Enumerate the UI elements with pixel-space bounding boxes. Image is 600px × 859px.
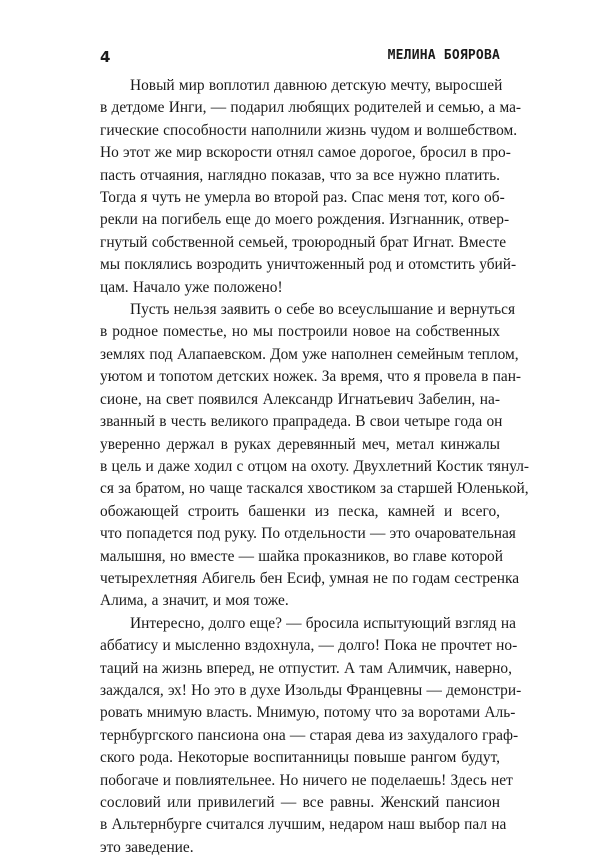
text-line: уверенно держал в руках деревянный меч, метал кинжалы — [100, 435, 500, 453]
text-line: малышня, но вместе — шайка проказников, во главе которой — [100, 547, 503, 565]
paragraph — [100, 75, 522, 299]
paragraph — [100, 613, 522, 859]
text-line: четырехлетняя Абигель бен Есиф, умная не по годам сестренка — [100, 569, 520, 587]
page-number: 4 — [100, 48, 111, 66]
text-line: это заведение. — [100, 838, 194, 856]
text-line: обожающей строить башенки из песка, камней и всего, — [100, 502, 500, 520]
text-line: Но этот же мир вскорости отнял самое дорогое, бросил в про- — [100, 144, 511, 162]
text-line: в родное поместье, но мы построили новое на собственных — [100, 323, 500, 341]
text-line: сионе, на свет появился Александр Игнатьевич Забелин, на- — [100, 390, 500, 408]
text-line: ского рода. Некоторые воспитанницы повыше рангом будут, — [100, 749, 500, 767]
text-line: в цель и даже ходил с отцом на охоту. Двухлетний Костик тянул- — [100, 457, 530, 475]
text-line: Интересно, долго еще? — бросила испытующий взгляд на — [130, 614, 516, 632]
text-line: Тогда я чуть не умерла во второй раз. Спас меня тот, кого об- — [100, 189, 505, 207]
text-line: рекли на погибель еще до моего рождения. Изгнанник, отвер- — [100, 211, 510, 229]
text-line: заждался, эх! Но это в духе Изольды Францевны — демонстри- — [100, 681, 522, 699]
text-line: ровать мнимую власть. Мнимую, потому что за воротами Аль- — [100, 704, 516, 722]
body-text — [100, 75, 530, 859]
text-line: в Альтернбурге считался лучшим, недаром наш выбор пал на — [100, 816, 507, 834]
text-line: сословий или привилегий — все равны. Женский пансион — [100, 794, 500, 811]
text-line: уютом и топотом детских ножек. За время, что я провела в пан- — [100, 368, 522, 386]
running-title-author: МЕЛИНА БОЯРОВА — [387, 48, 500, 63]
text-line: гнутый собственной семьей, троюродный брат Игнат. Вместе — [100, 233, 507, 251]
paragraph — [100, 299, 530, 613]
text-line: Алима, а значит, и моя тоже. — [100, 592, 289, 610]
page-header — [100, 48, 500, 68]
text-line: мы поклялись возродить уничтоженный род и отомстить убий- — [100, 256, 517, 274]
text-line: пасть отчаяния, наглядно показав, что за все нужно платить. — [100, 166, 500, 184]
text-line: званный в честь великого прапрадеда. В свои четыре года он — [100, 413, 503, 431]
text-line: тернбургского пансиона она — старая дева из захудалого граф- — [100, 726, 519, 744]
text-line: побогаче и повлиятельнее. Но ничего не поделаешь! Здесь нет — [100, 771, 513, 789]
text-line: аббатису и мысленно вздохнула, — долго! Пока не прочтет но- — [100, 637, 518, 655]
text-line: цам. Начало уже положено! — [100, 278, 283, 296]
text-line: Пусть нельзя заявить о себе во всеуслышание и вернуться — [130, 301, 516, 319]
text-line: ся за братом, но чаще таскался хвостиком за старшей Юленькой, — [100, 480, 529, 498]
text-line: таций на жизнь вперед, не отпустит. А там Алимчик, наверно, — [100, 659, 512, 677]
text-line: Новый мир воплотил давнюю детскую мечту, выросшей — [130, 77, 503, 94]
text-line: гические способности наполнили жизнь чудом и волшебством. — [100, 121, 518, 139]
text-line: землях под Алапаевском. Дом уже наполнен семейным теплом, — [100, 345, 519, 363]
text-line: в детдоме Инги, — подарил любящих родителей и семью, а ма- — [100, 99, 522, 117]
text-line: что попадется под руку. По отдельности — это очаровательная — [100, 525, 516, 543]
